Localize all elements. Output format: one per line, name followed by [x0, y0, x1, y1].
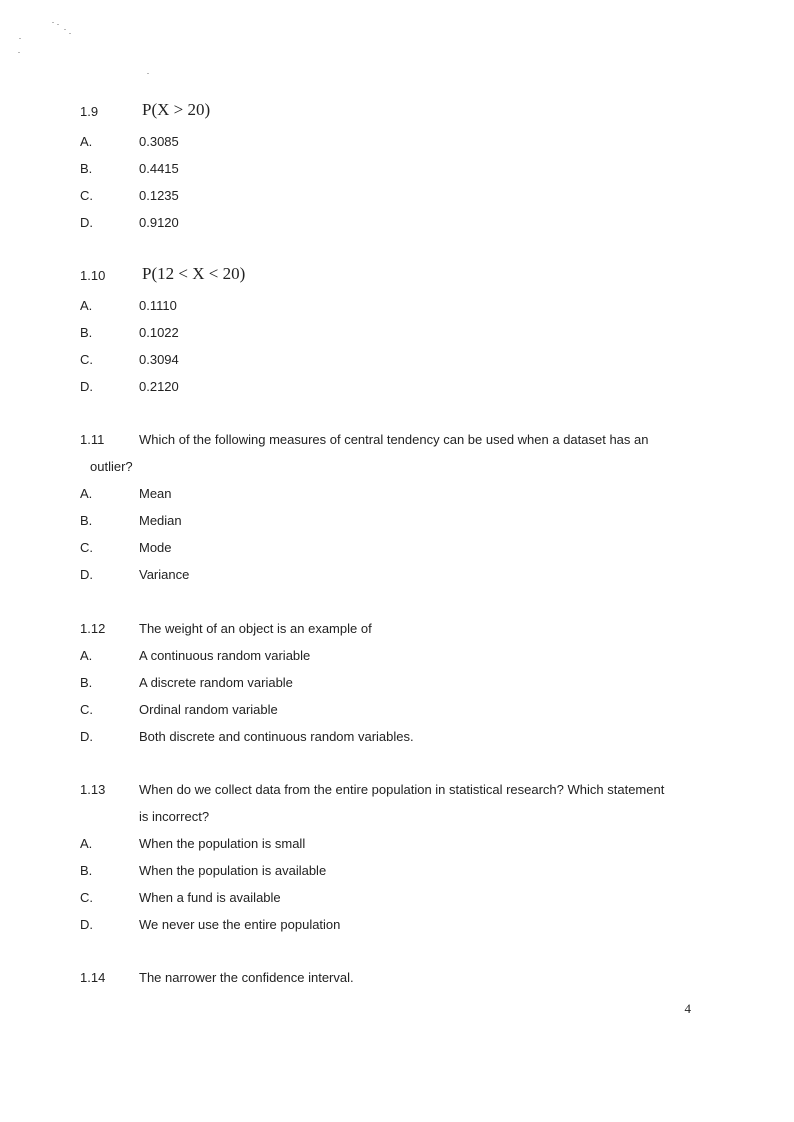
option-b: [80, 674, 720, 694]
option-a: [80, 647, 720, 667]
option-letter: D.: [80, 379, 93, 394]
option-letter: A.: [80, 486, 93, 501]
option-text: We never use the entire population: [139, 917, 341, 932]
option-a: [80, 835, 720, 855]
option-letter: C.: [80, 540, 93, 555]
option-letter: D.: [80, 215, 93, 230]
option-letter: B.: [80, 161, 93, 176]
option-letter: C.: [80, 352, 93, 367]
option-letter: C.: [80, 702, 93, 717]
probability-expression: P(12 < X < 20): [142, 264, 246, 283]
option-letter: C.: [80, 188, 93, 203]
probability-expression: P(X > 20): [142, 100, 211, 119]
option-c: [80, 889, 720, 909]
option-a: [80, 485, 720, 505]
option-b: [80, 160, 720, 180]
option-b: [80, 512, 720, 532]
option-text: 0.1235: [139, 188, 179, 203]
option-letter: B.: [80, 675, 93, 690]
option-d: [80, 378, 720, 398]
option-letter: A.: [80, 836, 93, 851]
option-letter: B.: [80, 325, 93, 340]
question-text: Which of the following measures of central tendency can be used when a dataset has an: [139, 432, 649, 447]
option-text: 0.4415: [139, 161, 179, 176]
question-text: When do we collect data from the entire population in statistical research? Which statement: [139, 782, 665, 797]
option-text: Variance: [139, 567, 190, 582]
option-text: When the population is available: [139, 863, 327, 878]
option-d: [80, 214, 720, 234]
question-text-continued: outlier?: [90, 459, 133, 474]
question-number: 1.11: [80, 432, 105, 447]
option-text: 0.3085: [139, 134, 179, 149]
option-text: 0.9120: [139, 215, 179, 230]
question-number: 1.10: [80, 268, 106, 283]
option-text: A continuous random variable: [139, 648, 311, 663]
option-a: [80, 297, 720, 317]
option-letter: A.: [80, 134, 93, 149]
option-text: Median: [139, 513, 182, 528]
option-c: [80, 539, 720, 559]
option-text: Mean: [139, 486, 172, 501]
option-letter: B.: [80, 863, 93, 878]
page-number: 4: [684, 1001, 691, 1016]
question-text: The narrower the confidence interval.: [139, 970, 354, 985]
question-number: 1.13: [80, 782, 106, 797]
option-d: [80, 566, 720, 586]
option-letter: D.: [80, 917, 93, 932]
option-b: [80, 862, 720, 882]
option-letter: B.: [80, 513, 93, 528]
option-text: Ordinal random variable: [139, 702, 278, 717]
option-d: [80, 916, 720, 936]
option-text: 0.3094: [139, 352, 179, 367]
option-letter: A.: [80, 298, 93, 313]
option-c: [80, 351, 720, 371]
option-text: 0.2120: [139, 379, 179, 394]
option-letter: C.: [80, 890, 93, 905]
option-c: [80, 701, 720, 721]
option-text: Both discrete and continuous random variables.: [139, 729, 414, 744]
option-text: 0.1110: [139, 298, 177, 313]
option-text: When the population is small: [139, 836, 306, 851]
option-letter: A.: [80, 648, 93, 663]
question-text-continued: is incorrect?: [139, 809, 210, 824]
option-text: When a fund is available: [139, 890, 281, 905]
option-text: Mode: [139, 540, 172, 555]
option-letter: D.: [80, 567, 93, 582]
option-letter: D.: [80, 729, 93, 744]
option-c: [80, 187, 720, 207]
option-a: [80, 133, 720, 153]
option-b: [80, 324, 720, 344]
question-number: 1.14: [80, 970, 106, 985]
question-number: 1.12: [80, 621, 106, 636]
option-text: 0.1022: [139, 325, 179, 340]
option-text: A discrete random variable: [139, 675, 293, 690]
question-text: The weight of an object is an example of: [139, 621, 372, 636]
question-number: 1.9: [80, 104, 99, 119]
option-d: [80, 728, 720, 748]
